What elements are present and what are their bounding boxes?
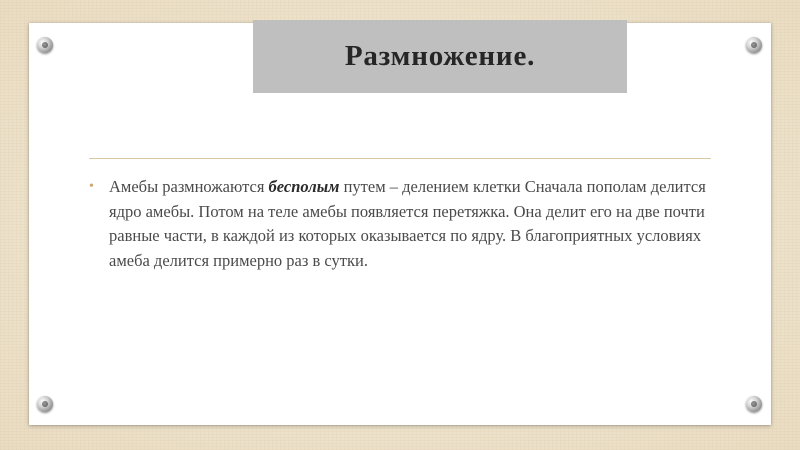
pushpin-icon (37, 37, 53, 53)
pushpin-icon (746, 37, 762, 53)
slide-title: Размножение. (344, 40, 536, 72)
body-text-rest: путем – делением клетки Сначала пополам делится ядро амебы. Потом на теле амебы появляется перетяжка. Она делит его на две почти равные части, в каждой из которых оказывается по ядру. В благоприятных условиях амеба делится примерно раз в сутки. (109, 177, 706, 270)
pushpin-icon (746, 396, 762, 412)
bullet-text (89, 175, 709, 273)
emphasized-word: бесполым (268, 177, 340, 196)
body-text-start: Амебы размножаются (109, 177, 269, 196)
title-box (253, 20, 627, 93)
divider (89, 158, 711, 159)
pushpin-icon (37, 396, 53, 412)
bullet-item (89, 175, 719, 273)
bullet-icon: • (89, 179, 94, 194)
